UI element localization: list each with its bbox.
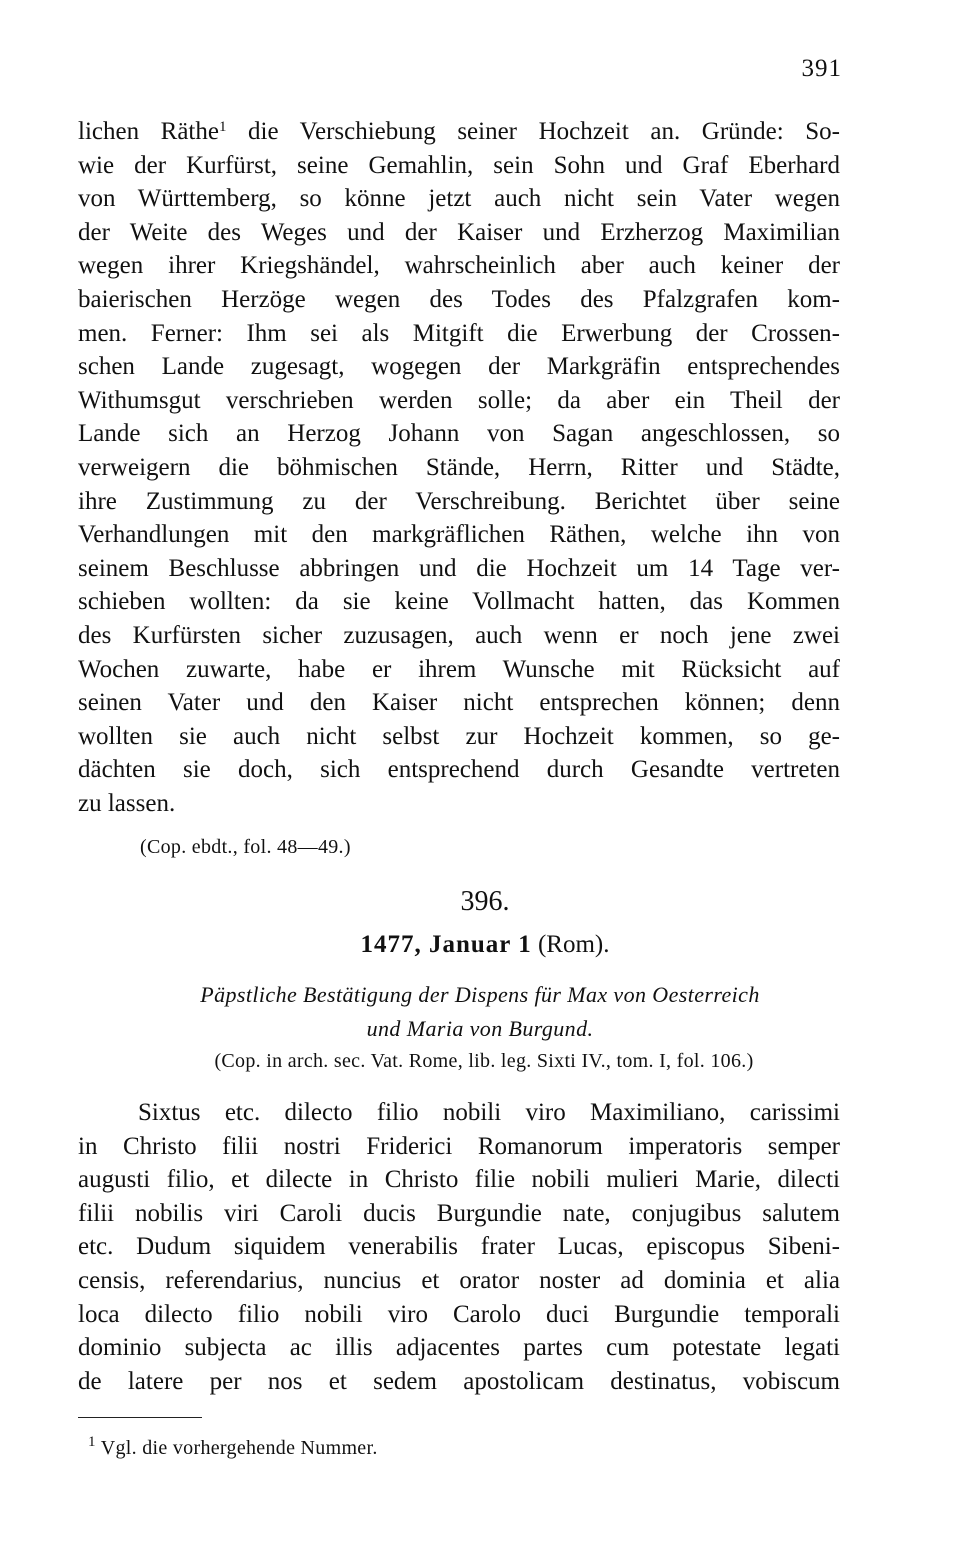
- text-line: wegen ihrer Kriegshändel, wahrscheinlich aber auch keiner der: [78, 252, 840, 280]
- text-line: der Weite des Weges und der Kaiser und Erzherzog Maximilian: [78, 218, 840, 246]
- text-line: schen Lande zugesagt, wogegen der Markgräfin entsprechendes: [78, 353, 840, 381]
- text-line: seinen Vater und den Kaiser nicht entsprechen können; denn: [78, 689, 840, 717]
- document-number: 396.: [460, 886, 510, 917]
- text-line: dominio subjecta ac illis adjacentes partes cum potestate legati: [78, 1334, 840, 1362]
- document-date: [0, 931, 960, 959]
- body-paragraph-2: [78, 1096, 840, 1398]
- text-line: filii nobilis viri Caroli ducis Burgundie nate, conjugibus salutem: [78, 1199, 840, 1227]
- footnote-divider: [78, 1417, 202, 1418]
- text-line: [78, 115, 840, 149]
- body-paragraph-1: [78, 115, 840, 820]
- text-line: de latere per nos et sedem apostolicam destinatus, vobiscum: [78, 1367, 840, 1395]
- text-line: seinem Beschlusse abbringen und die Hochzeit um 14 Tage ver-: [78, 554, 840, 582]
- archive-citation: (Cop. in arch. sec. Vat. Rome, lib. leg. Sixti IV., tom. I, fol. 106.): [214, 1050, 754, 1072]
- footnote: [88, 1434, 378, 1460]
- text-line: loca dilecto filio nobili viro Carolo duci Burgundie temporali: [78, 1300, 840, 1328]
- text-line: Sixtus etc. dilecto filio nobili viro Maximiliano, carissimi: [138, 1099, 840, 1126]
- text-line: augusti filio, et dilecte in Christo filie nobili mulieri Marie, dilecti: [78, 1166, 840, 1194]
- text-line: wie der Kurfürst, seine Gemahlin, sein Sohn und Graf Eberhard: [78, 151, 840, 179]
- text-line: etc. Dudum siquidem venerabilis frater Lucas, episcopus Sibeni-: [78, 1233, 840, 1261]
- text-line-rest: die Verschiebung seiner Hochzeit an. Gründe: So-: [226, 118, 840, 145]
- text-line: wollten sie auch nicht selbst zur Hochzeit kommen, so ge-: [78, 722, 840, 750]
- document-date-bold: 1477, Januar 1: [360, 931, 532, 958]
- text-line: baierischen Herzöge wegen des Todes des Pfalzgrafen kom-: [78, 285, 840, 313]
- footnote-number: 1: [88, 1434, 96, 1450]
- page-number: 391: [801, 55, 842, 82]
- text-line: verweigern die böhmischen Stände, Herrn, Ritter und Städte,: [78, 453, 840, 481]
- document-title-line: und Maria von Burgund.: [366, 1016, 594, 1041]
- text-line: dächten sie doch, sich entsprechend durch Gesandte vertreten: [78, 756, 840, 784]
- document-title: [0, 978, 960, 1046]
- source-citation: (Cop. ebdt., fol. 48—49.): [140, 836, 351, 858]
- footnote-text: Vgl. die vorhergehende Nummer.: [95, 1437, 378, 1459]
- text-line: zu lassen.: [78, 789, 176, 817]
- document-title-line: Päpstliche Bestätigung der Dispens für Max von Oesterreich: [200, 982, 760, 1007]
- document-place: (Rom).: [531, 931, 610, 958]
- text-line: men. Ferner: Ihm sei als Mitgift die Erwerbung der Crossen-: [78, 319, 840, 347]
- text-line: in Christo filii nostri Friderici Romanorum imperatoris semper: [78, 1132, 840, 1160]
- text-line: Wochen zuwarte, habe er ihrem Wunsche mit Rücksicht auf: [78, 655, 840, 683]
- text-line: von Württemberg, so könne jetzt auch nicht sein Vater wegen: [78, 185, 840, 213]
- text-line: Withumsgut verschrieben werden solle; da aber ein Theil der: [78, 386, 840, 414]
- text-line: ihre Zustimmung zu der Verschreibung. Berichtet über seine: [78, 487, 840, 515]
- text-line: des Kurfürsten sicher zuzusagen, auch wenn er noch jene zwei: [78, 621, 840, 649]
- text-line: Verhandlungen mit den markgräflichen Räthen, welche ihn von: [78, 521, 840, 549]
- text-line: Lande sich an Herzog Johann von Sagan angeschlossen, so: [78, 420, 840, 448]
- text-line: schieben wollten: da sie keine Vollmacht hatten, das Kommen: [78, 588, 840, 616]
- text-line-start: lichen Räthe: [78, 118, 219, 145]
- text-line: censis, referendarius, nuncius et orator noster ad dominia et alia: [78, 1266, 840, 1294]
- footnote-marker: 1: [218, 119, 227, 135]
